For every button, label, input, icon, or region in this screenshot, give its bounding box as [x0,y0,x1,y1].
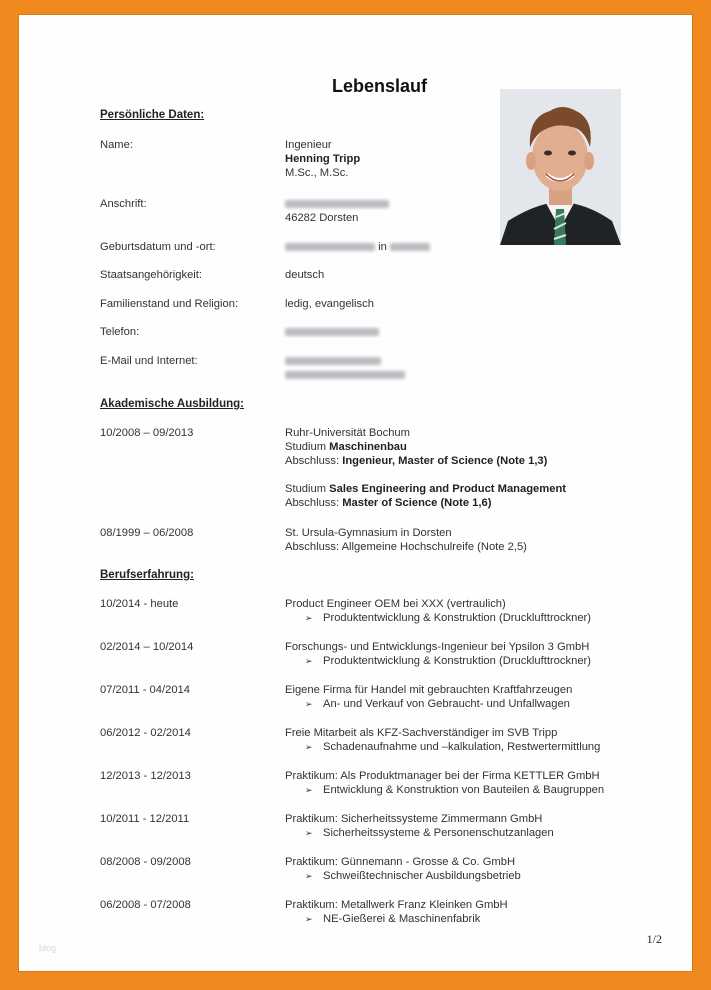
experience-detail: Sicherheitssysteme & Personenschutzanlagen [323,827,554,839]
experience-title: Praktikum: Metallwerk Franz Kleinken GmbH [285,899,508,911]
address-label: Anschrift: [100,198,147,210]
redacted-birthdate [285,243,375,251]
section-education-heading: Akademische Ausbildung: [100,398,244,410]
education-line-prefix: Abschluss: [285,455,343,467]
arrow-bullet-icon: ➢ [305,656,313,666]
phone-label: Telefon: [100,326,140,338]
family-label: Familienstand und Religion: [100,298,239,310]
experience-detail: Entwicklung & Konstruktion von Bauteilen & Baugruppen [323,784,605,796]
experience-period: 06/2012 - 02/2014 [100,727,191,739]
redacted-birthplace [390,243,430,251]
education-subject: Maschinenbau [329,441,407,453]
experience-period: 12/2013 - 12/2013 [100,770,191,782]
experience-title: Praktikum: Als Produktmanager bei der Firma KETTLER GmbH [285,770,600,782]
experience-period: 07/2011 - 04/2014 [100,684,190,696]
arrow-bullet-icon: ➢ [305,785,313,795]
education-line-prefix: Abschluss: [285,497,343,509]
education-period: 10/2008 – 09/2013 [100,427,194,439]
experience-title: Praktikum: Sicherheitssysteme Zimmermann GmbH [285,813,543,825]
education-degree: Ingenieur, Master of Science (Note 1,3) [342,455,548,467]
page-number: 1/2 [646,932,662,946]
education-line-prefix: Studium [285,441,330,453]
experience-period: 06/2008 - 07/2008 [100,899,191,911]
experience-title: Freie Mitarbeit als KFZ-Sachverständiger im SVB Tripp [285,727,558,739]
education-degree: Abschluss: Allgemeine Hochschulreife (Note 2,5) [285,541,527,553]
experience-detail: Produktentwicklung & Konstruktion (Drucklufttrockner) [323,612,591,624]
experience-detail: Schadenaufnahme und –kalkulation, Restwertermittlung [323,741,601,753]
education-line-prefix: Studium [285,483,330,495]
arrow-bullet-icon: ➢ [305,613,313,623]
nationality-value: deutsch [285,269,325,281]
education-subject: Sales Engineering and Product Management [329,483,567,495]
section-personal-heading: Persönliche Daten: [100,109,205,121]
name-degree: M.Sc., M.Sc. [285,167,349,179]
arrow-bullet-icon: ➢ [305,828,313,838]
arrow-bullet-icon: ➢ [305,742,313,752]
redacted-email [285,357,381,365]
experience-period: 10/2014 - heute [100,598,179,610]
redacted-phone [285,328,379,336]
education-period: 08/1999 – 06/2008 [100,527,194,539]
section-experience-heading: Berufserfahrung: [100,569,194,581]
education-institution: Ruhr-Universität Bochum [285,427,410,439]
email-label: E-Mail und Internet: [100,355,198,367]
experience-title: Praktikum: Günnemann - Grosse & Co. GmbH [285,856,516,868]
experience-detail: NE-Gießerei & Maschinenfabrik [323,913,481,925]
birth-label: Geburtsdatum und -ort: [100,241,216,253]
document-title: Lebenslauf [331,76,428,96]
name-title: Ingenieur [285,139,332,151]
cv-page [18,14,693,972]
education-degree: Master of Science (Note 1,6) [342,497,492,509]
education-institution: St. Ursula-Gymnasium in Dorsten [285,527,452,539]
name-value: Henning Tripp [285,153,361,165]
experience-title: Product Engineer OEM bei XXX (vertraulich) [285,598,506,610]
experience-title: Eigene Firma für Handel mit gebrauchten Kraftfahrzeugen [285,684,573,696]
nationality-label: Staatsangehörigkeit: [100,269,202,281]
watermark: blog [39,943,57,953]
experience-period: 10/2011 - 12/2011 [100,813,190,825]
experience-detail: Produktentwicklung & Konstruktion (Drucklufttrockner) [323,655,591,667]
redacted-website [285,371,405,379]
birth-in: in [378,241,387,253]
experience-period: 08/2008 - 09/2008 [100,856,191,868]
experience-title: Forschungs- und Entwicklungs-Ingenieur bei Ypsilon 3 GmbH [285,641,590,653]
arrow-bullet-icon: ➢ [305,871,313,881]
arrow-bullet-icon: ➢ [305,699,313,709]
family-value: ledig, evangelisch [285,298,374,310]
address-city: 46282 Dorsten [285,212,359,224]
name-label: Name: [100,139,133,151]
experience-detail: An- und Verkauf von Gebraucht- und Unfallwagen [323,698,570,710]
arrow-bullet-icon: ➢ [305,914,313,924]
redacted-street [285,200,389,208]
experience-period: 02/2014 – 10/2014 [100,641,194,653]
experience-detail: Schweißtechnischer Ausbildungsbetrieb [323,870,521,882]
